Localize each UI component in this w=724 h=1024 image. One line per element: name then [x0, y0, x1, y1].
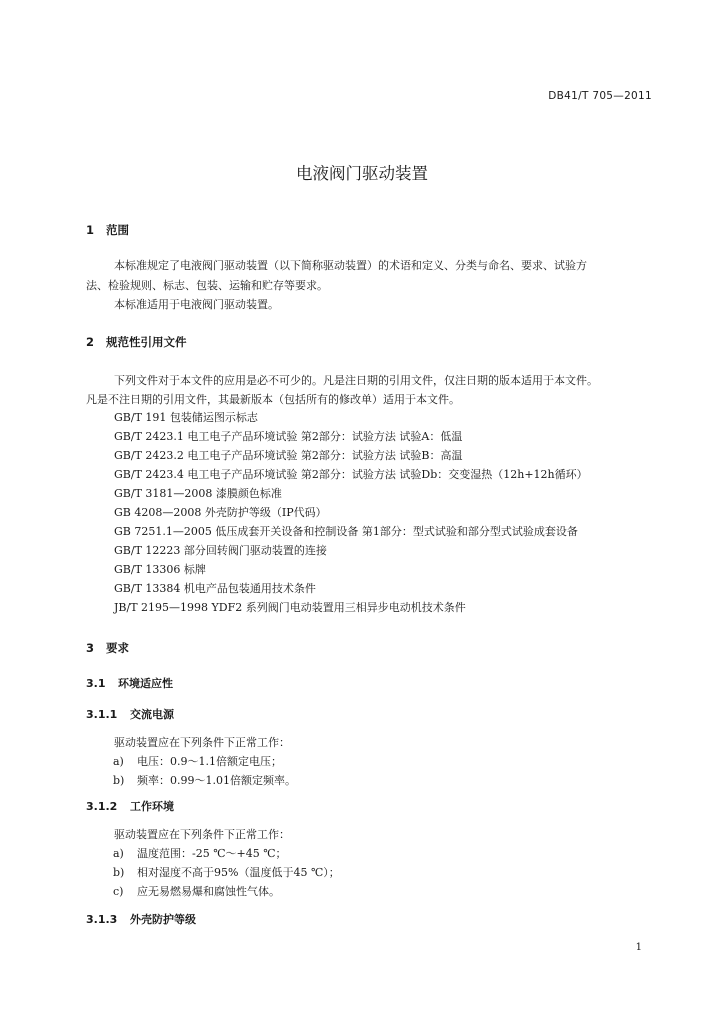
list-item: [113, 864, 340, 880]
section-3-heading: [86, 640, 129, 656]
list-marker: b): [113, 774, 125, 787]
document-title: 电液阀门驱动装置: [296, 164, 428, 183]
section-title: 规范性引用文件: [106, 335, 187, 349]
paragraph-line: 驱动装置应在下列条件下正常工作：: [114, 828, 290, 841]
section-number: 1: [86, 223, 95, 237]
section-title: 要求: [106, 641, 129, 655]
section-1-heading: [86, 222, 129, 238]
reference-item: GB/T 13306 标牌: [114, 563, 206, 576]
list-item: [113, 883, 280, 899]
section-number: 3.1.1: [86, 708, 118, 721]
section-title: 交流电源: [130, 708, 174, 721]
section-number: 3: [86, 641, 95, 655]
paragraph-line: 凡是不注日期的引用文件，其最新版本（包括所有的修改单）适用于本文件。: [86, 393, 460, 406]
section-title: 工作环境: [130, 800, 174, 813]
list-marker: c): [113, 885, 124, 898]
reference-item: JB/T 2195—1998 YDF2 系列阀门电动装置用三相异步电动机技术条件: [114, 601, 466, 614]
paragraph-line: 本标准适用于电液阀门驱动装置。: [114, 298, 279, 311]
list-item: [113, 845, 287, 861]
list-text: 温度范围：-25 ℃～+45 ℃；: [137, 847, 287, 860]
list-marker: a): [113, 755, 124, 768]
list-item: [113, 753, 282, 769]
list-marker: a): [113, 847, 124, 860]
list-text: 电压：0.9～1.1倍额定电压；: [137, 755, 282, 768]
section-number: 2: [86, 335, 95, 349]
reference-item: GB/T 2423.1 电工电子产品环境试验 第2部分：试验方法 试验A：低温: [114, 430, 463, 443]
page-number: 1: [635, 942, 642, 953]
reference-item: GB/T 2423.2 电工电子产品环境试验 第2部分：试验方法 试验B：高温: [114, 449, 463, 462]
subsection-3-1-1-heading: [86, 706, 174, 722]
paragraph-line: 法、检验规则、标志、包装、运输和贮存等要求。: [86, 279, 328, 292]
reference-item: GB/T 12223 部分回转阀门驱动装置的连接: [114, 544, 327, 557]
section-title: 范围: [106, 223, 129, 237]
section-number: 3.1: [86, 677, 106, 690]
list-text: 相对湿度不高于95%（温度低于45 ℃）；: [137, 866, 340, 879]
paragraph-line: 本标准规定了电液阀门驱动装置（以下简称驱动装置）的术语和定义、分类与命名、要求、试验方: [114, 259, 587, 272]
section-2-heading: [86, 334, 187, 350]
section-title: 外壳防护等级: [130, 913, 196, 926]
paragraph-line: 驱动装置应在下列条件下正常工作：: [114, 736, 290, 749]
reference-item: GB/T 191 包装储运图示标志: [114, 411, 258, 424]
reference-item: GB/T 3181—2008 漆膜颜色标准: [114, 487, 282, 500]
list-item: [113, 772, 296, 788]
section-number: 3.1.2: [86, 800, 118, 813]
subsection-3-1-2-heading: [86, 798, 174, 814]
section-title: 环境适应性: [118, 677, 173, 690]
reference-item: GB 7251.1—2005 低压成套开关设备和控制设备 第1部分：型式试验和部分型式试验成套设备: [114, 525, 578, 538]
subsection-3-1-heading: [86, 675, 173, 691]
section-number: 3.1.3: [86, 913, 118, 926]
subsection-3-1-3-heading: [86, 911, 196, 927]
paragraph-line: 下列文件对于本文件的应用是必不可少的。凡是注日期的引用文件，仅注日期的版本适用于本文件。: [114, 374, 598, 387]
list-marker: b): [113, 866, 125, 879]
list-text: 频率：0.99～1.01倍额定频率。: [137, 774, 296, 787]
reference-item: GB 4208—2008 外壳防护等级（IP代码）: [114, 506, 327, 519]
reference-item: GB/T 13384 机电产品包装通用技术条件: [114, 582, 316, 595]
standard-code: DB41/T 705—2011: [548, 90, 652, 102]
list-text: 应无易燃易爆和腐蚀性气体。: [137, 885, 280, 898]
reference-item: GB/T 2423.4 电工电子产品环境试验 第2部分：试验方法 试验Db：交变湿热（12h+12h循环）: [114, 468, 588, 481]
